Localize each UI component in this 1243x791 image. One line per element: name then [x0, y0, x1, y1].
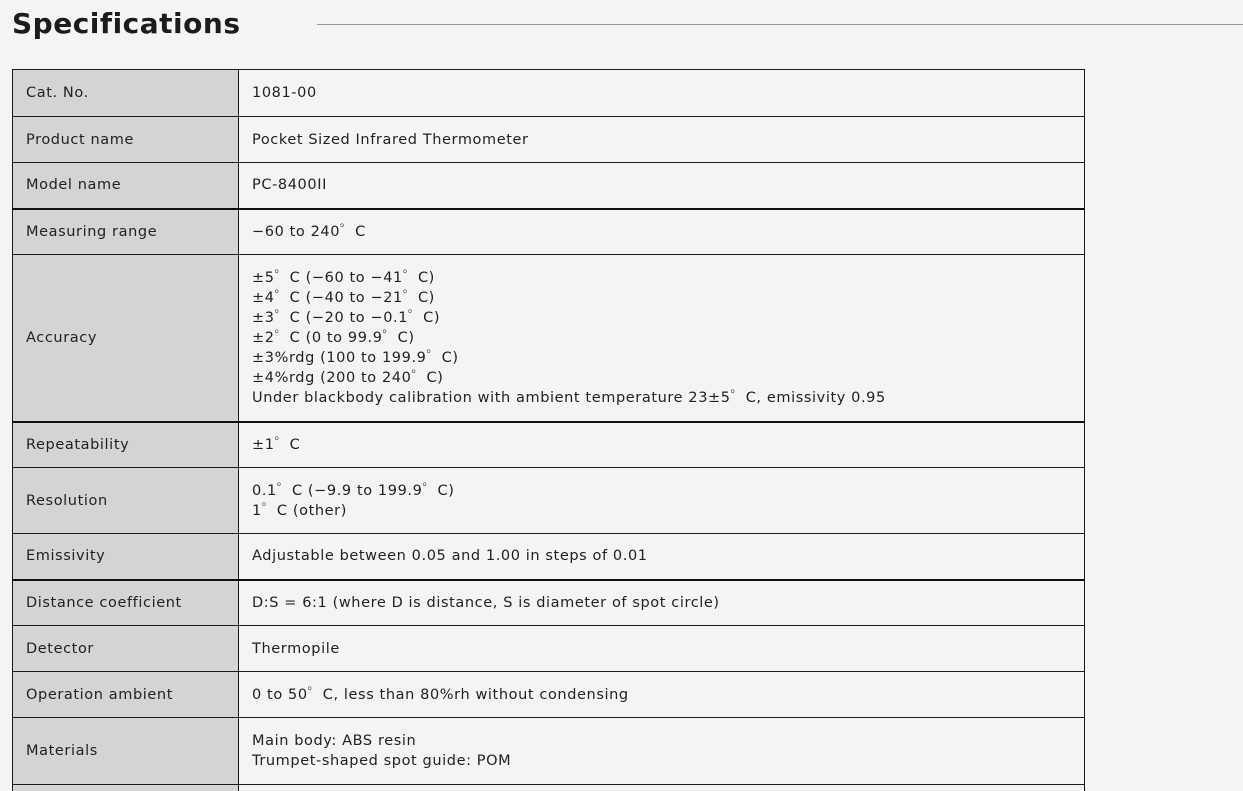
spec-value — [239, 117, 1085, 163]
spec-value-line: Trumpet-shaped spot guide: POM — [252, 753, 512, 769]
spec-row-emissivity — [13, 534, 1085, 580]
spec-row-measuring-range — [13, 209, 1085, 255]
spec-value — [239, 534, 1085, 580]
spec-value-line: ±4%rdg (200 to 240゜C) — [252, 369, 444, 386]
spec-value-line: Thermopile — [252, 640, 340, 657]
spec-label: Resolution — [13, 468, 239, 534]
spec-row-partial — [13, 785, 1085, 791]
spec-label: Detector — [13, 626, 239, 672]
spec-label: Operation ambient — [13, 672, 239, 718]
spec-label: Cat. No. — [13, 70, 239, 117]
spec-label: Materials — [13, 718, 239, 785]
spec-row-product-name — [13, 117, 1085, 163]
section-header — [0, 0, 1243, 48]
spec-label: Emissivity — [13, 534, 239, 580]
title-divider — [317, 24, 1243, 25]
spec-value — [239, 785, 1085, 791]
spec-value-line: Main body: ABS resin — [252, 733, 417, 749]
spec-value — [239, 468, 1085, 534]
spec-value — [239, 70, 1085, 117]
spec-row-operation-ambient — [13, 672, 1085, 718]
spec-value — [239, 626, 1085, 672]
spec-value — [239, 422, 1085, 468]
spec-value-line: −60 to 240゜C — [252, 223, 366, 240]
spec-value-line: ±2゜C (0 to 99.9゜C) — [252, 329, 415, 346]
spec-value — [239, 163, 1085, 209]
spec-row-repeatability — [13, 422, 1085, 468]
spec-value-line: Pocket Sized Infrared Thermometer — [252, 131, 529, 148]
spec-value-line: 0.1゜C (−9.9 to 199.9゜C) — [252, 482, 455, 499]
spec-row-model-name — [13, 163, 1085, 209]
spec-row-detector — [13, 626, 1085, 672]
spec-value-line: ±4゜C (−40 to −21゜C) — [252, 289, 435, 306]
spec-value-line: ±3゜C (−20 to −0.1゜C) — [252, 309, 441, 326]
spec-row-accuracy — [13, 255, 1085, 422]
section-title: Specifications — [12, 7, 241, 40]
spec-label: Product name — [13, 117, 239, 163]
spec-label: Accuracy — [13, 255, 239, 422]
spec-value-line: PC-8400II — [252, 177, 327, 194]
spec-value — [239, 580, 1085, 626]
specifications-table — [12, 69, 1085, 791]
spec-value-line: ±1゜C — [252, 436, 301, 453]
spec-value-line: Under blackbody calibration with ambient temperature 23±5゜C, emissivity 0.95 — [252, 389, 886, 406]
spec-row-cat-no — [13, 70, 1085, 117]
spec-value — [239, 718, 1085, 785]
spec-label: Model name — [13, 163, 239, 209]
spec-label: Repeatability — [13, 422, 239, 468]
spec-row-distance-coefficient — [13, 580, 1085, 626]
spec-row-resolution — [13, 468, 1085, 534]
spec-value-line: D:S = 6:1 (where D is distance, S is diameter of spot circle) — [252, 594, 720, 611]
spec-value-line: 1081-00 — [252, 85, 317, 101]
spec-value-line: 0 to 50゜C, less than 80%rh without condensing — [252, 686, 629, 703]
spec-value — [239, 209, 1085, 255]
spec-label — [13, 785, 239, 791]
spec-label: Measuring range — [13, 209, 239, 255]
spec-row-materials — [13, 718, 1085, 785]
spec-value-line: ±5゜C (−60 to −41゜C) — [252, 269, 435, 286]
spec-value-line: 1゜C (other) — [252, 502, 348, 519]
spec-label: Distance coefficient — [13, 580, 239, 626]
spec-value — [239, 255, 1085, 422]
spec-value — [239, 672, 1085, 718]
spec-value-line: Adjustable between 0.05 and 1.00 in steps of 0.01 — [252, 548, 648, 565]
spec-value-line: ±3%rdg (100 to 199.9゜C) — [252, 349, 459, 366]
